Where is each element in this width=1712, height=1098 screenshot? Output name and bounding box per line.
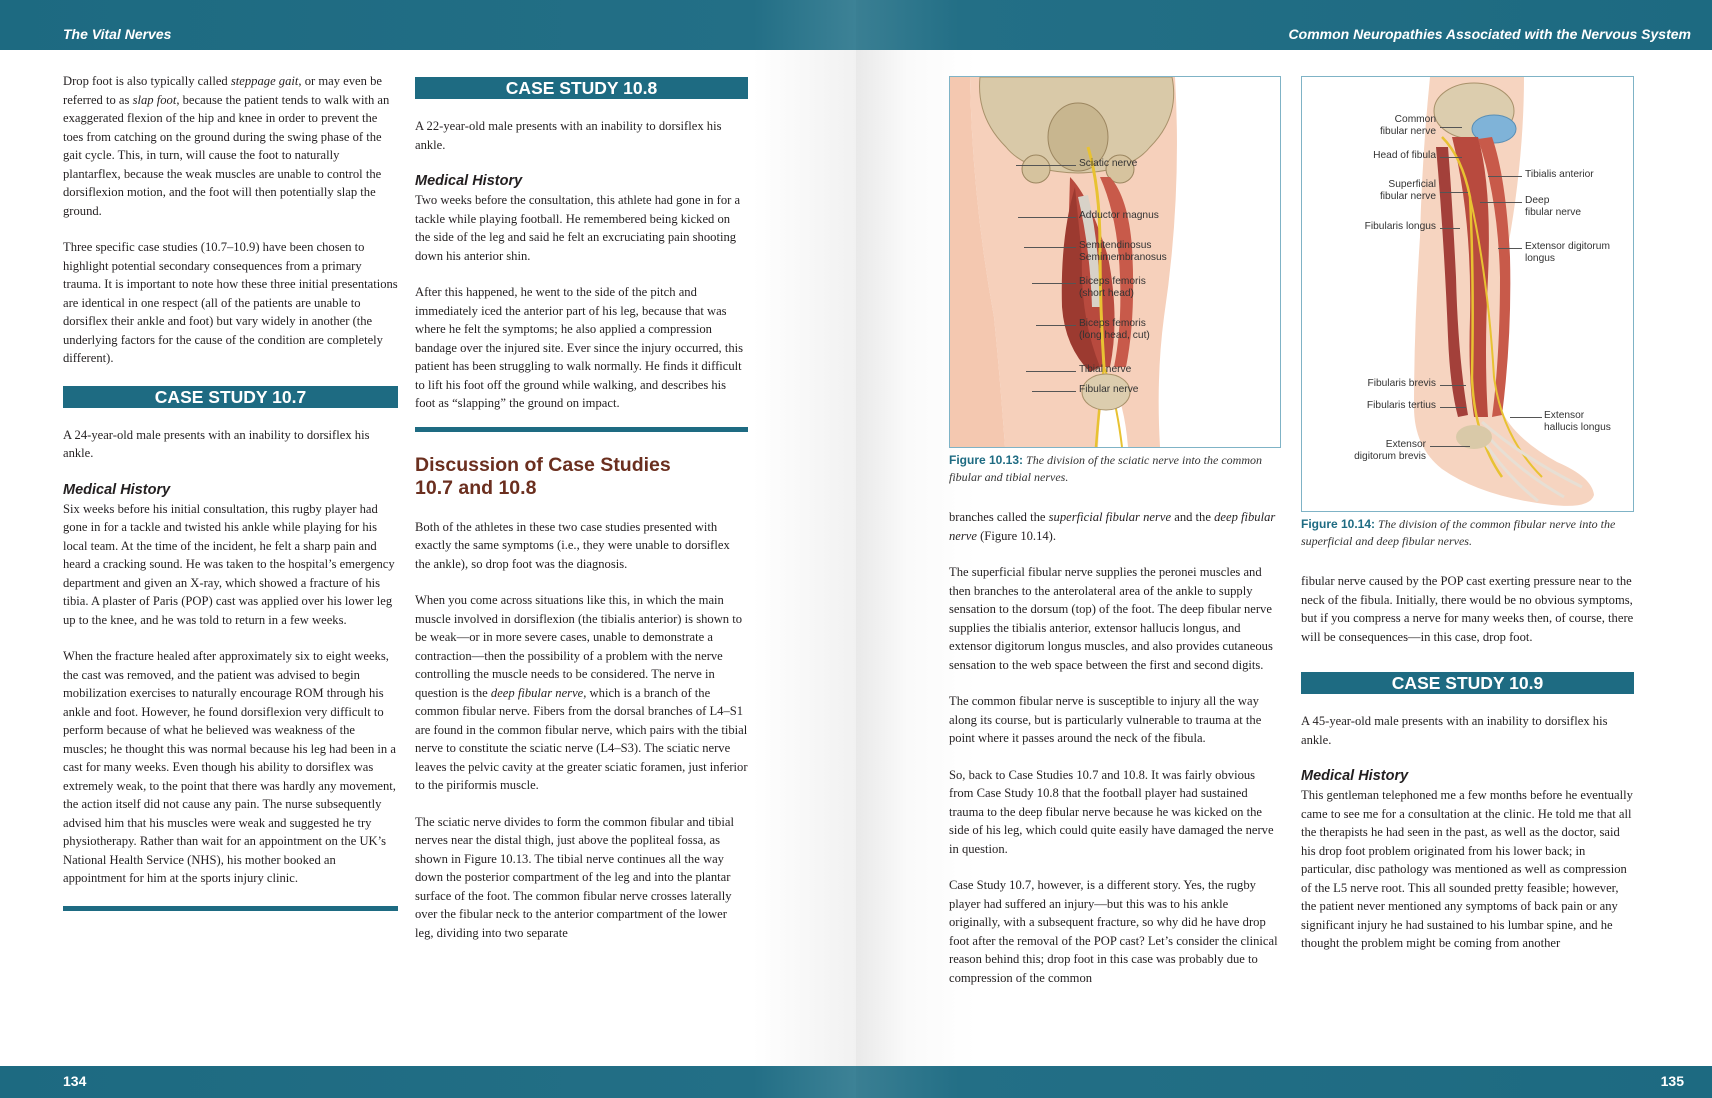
pop-cast-compression-paragraph: fibular nerve caused by the POP cast exerting pressure near to the neck of the fibula. Initially, there would be no obvious symptoms, but if you compress a nerve for many weeks then, of course, there will be consequences—in this case, drop foot. — [1301, 574, 1634, 644]
label-tibialis-anterior: Tibialis anterior — [1525, 169, 1594, 180]
label-superficial-fibular-nerve: Superficial fibular nerve — [1379, 179, 1436, 202]
leader-ext-dig-longus — [1498, 248, 1522, 249]
case-study-10-9-banner: CASE STUDY 10.9 — [1301, 672, 1634, 694]
leader-fibularis-tertius — [1440, 407, 1466, 408]
figure-10-13-caption: Figure 10.13: The division of the sciatic nerve into the common fibular and tibial nerves. — [949, 453, 1262, 484]
figure-10-14-caption: Figure 10.14: The division of the common fibular nerve into the superficial and deep fibular nerves. — [1301, 517, 1616, 548]
left-footer-band — [0, 1066, 856, 1098]
leader-deep-fibular — [1480, 202, 1522, 203]
fibular-branches-paragraph: branches called the superficial fibular nerve and the deep fibular nerve (Figure 10.14). — [949, 510, 1276, 543]
discussion-p1: Both of the athletes in these two case studies presented with exactly the same symptoms (i.e., they were unable to dorsiflex the ankle), so drop foot was the diagnosis. — [415, 519, 730, 571]
leader-semiten — [1024, 247, 1076, 248]
leader-head-fibula — [1440, 157, 1462, 158]
right-column-2 — [1301, 572, 1634, 953]
leader-fibularis-brevis — [1440, 385, 1466, 386]
leader-biceps-long — [1036, 325, 1076, 326]
leader-sciatic — [1016, 165, 1076, 166]
leader-biceps-short — [1032, 283, 1076, 284]
case-10-7-intro: A 24-year-old male presents with an inability to dorsiflex his ankle. — [63, 427, 370, 460]
case-10-8-intro: A 22-year-old male presents with an inability to dorsiflex his ankle. — [415, 119, 722, 152]
back-to-cases-paragraph: So, back to Case Studies 10.7 and 10.8. It was fairly obvious from Case Study 10.8 that the football player had sustained trauma to the deep fibular nerve because he was kicked on the side of his leg, which could quite easily have damaged the nerve in question. — [949, 767, 1274, 856]
label-adductor-magnus: Adductor magnus — [1079, 210, 1159, 221]
left-column-2 — [415, 77, 748, 942]
right-page-number: 135 — [1660, 1073, 1684, 1089]
label-fibularis-brevis: Fibularis brevis — [1367, 378, 1436, 389]
case-10-8-medical-history-heading: Medical History — [415, 173, 523, 189]
case-10-8-end-rule — [415, 427, 748, 432]
case-study-10-7-banner: CASE STUDY 10.7 — [63, 386, 398, 408]
case-10-7-different-paragraph: Case Study 10.7, however, is a different story. Yes, the rugby player had suffered an injury—but this was to his ankle originally, with a subsequent fracture, so why did he have drop foot after the removal of the POP cast? Let’s consider the clinical reason behind this; drop foot in this case was probably due to compression of the common — [949, 878, 1278, 985]
case-10-7-history-p2: When the fracture healed after approximately six to eight weeks, the cast was removed, and the patient was advised to begin mobilization exercises to naturally encourage ROM through his ankle and foot. However, he found dorsiflexion very difficult to perform because of what he believed was weakness of the muscles; he thought this was normal because his leg had been in a cast for many weeks. Even though his ability to dorsiflex was extremely weak, to the point that there was hardly any movement, the action itself did not cause any pain. The nurse subsequently advised him that his muscles were weak and suggested he try physiotherapy. Rather than wait for an appointment on the UK’s National Health Service (NHS), his mother booked an appointment for him at the sports injury clinic. — [63, 649, 396, 885]
label-biceps-short: Biceps femoris (short head) — [1079, 276, 1146, 299]
left-header-band — [0, 0, 856, 50]
label-sciatic-nerve: Sciatic nerve — [1079, 158, 1138, 169]
left-running-head: The Vital Nerves — [63, 26, 172, 42]
leader-ext-dig-brevis — [1430, 446, 1470, 447]
right-page — [856, 0, 1712, 1098]
case-10-8-history-p2: After this happened, he went to the side of the pitch and immediately iced the anterior part of his leg, because that was where he felt the symptoms; he also applied a compression bandage over the injured site. Ever since the injury occurred, this patient has been struggling to walk normally. He finds it difficult to lift his foot off the ground while walking, and describes his foot as “slapping” the ground on impact. — [415, 285, 744, 410]
label-deep-fibular-nerve: Deep fibular nerve — [1525, 195, 1582, 218]
right-header-band — [856, 0, 1712, 50]
label-tibial-nerve: Tibial nerve — [1079, 364, 1132, 375]
label-biceps-long: Biceps femoris (long head, cut) — [1079, 318, 1150, 341]
drop-foot-paragraph: Drop foot is also typically called steppage gait, or may even be referred to as slap foot, because the patient tends to walk with an exaggerated flexion of the hip and knee in order to prevent the toes from catching on the ground during the swing phase of the gait cycle. This, in turn, will cause the foot to naturally plantarflex, because the weak muscles are unable to control the dorsiflexion motion, and the foot will then potentially slap the ground. — [63, 74, 390, 218]
right-footer-band — [856, 1066, 1712, 1098]
leader-adductor — [1018, 217, 1076, 218]
label-fibularis-tertius: Fibularis tertius — [1366, 400, 1436, 411]
case-10-8-history-p1: Two weeks before the consultation, this athlete had gone in for a tackle while playing football. He remembered being kicked on the side of the leg and said he felt an excruciating pain shooting down his anterior shin. — [415, 193, 741, 263]
superficial-fibular-paragraph: The superficial fibular nerve supplies the peronei muscles and then branches to the anterolateral area of the ankle to supply sensation to the dorsum (top) of the foot. The deep fibular nerve supplies the tibialis anterior, extensor hallucis longus, and extensor digitorum longus muscles, and also provides cutaneous sensation to the web space between the first and second digits. — [949, 565, 1273, 672]
case-study-10-8-banner: CASE STUDY 10.8 — [415, 77, 748, 99]
label-head-of-fibula: Head of fibula — [1373, 150, 1436, 161]
label-semitendinosus: Semitendinosus Semimembranosus — [1079, 240, 1167, 263]
leader-tibial — [1026, 371, 1076, 372]
discussion-heading: Discussion of Case Studies 10.7 and 10.8 — [415, 453, 671, 499]
leader-fibularis-longus — [1440, 228, 1460, 229]
leader-tibialis-anterior — [1488, 176, 1522, 177]
case-10-9-intro: A 45-year-old male presents with an inability to dorsiflex his ankle. — [1301, 714, 1608, 747]
left-column-1 — [63, 72, 398, 911]
left-page-number: 134 — [63, 1073, 87, 1089]
case-10-7-medical-history-heading: Medical History — [63, 481, 171, 498]
case-10-7-history-p1: Six weeks before his initial consultation, this rugby player had gone in for a tackle and twisted his ankle while playing for his local team. At the time of the incident, he felt a sharp pain and heard a cracking sound. He was taken to the hospital’s emergency department and given an X-ray, which showed a fracture of his tibia. A plaster of Paris (POP) cast was applied over his lower leg up to the knee, and he was told to return in a few weeks. — [63, 501, 395, 627]
label-extensor-hallucis-longus: Extensor hallucis longus — [1544, 410, 1611, 433]
right-column-1 — [949, 508, 1281, 987]
discussion-p2: When you come across situations like this, in which the main muscle involved in dorsiflexion (the tibialis anterior) is shown to be weak—or in more severe cases, unable to demonstrate a contraction—then the possibility of a problem with the nerve controlling the muscle needs to be considered. The nerve in question is the deep fibular nerve, which is a branch of the common fibular nerve. Fibers from the dorsal branches of L4–S1 are found in the common fibular nerve, which pairs with the tibial nerve to constitute the sciatic nerve (L4–S3). The sciatic nerve leaves the pelvic cavity at the greater sciatic foramen, just inferior to the piriformis muscle. — [415, 593, 748, 792]
label-fibular-nerve: Fibular nerve — [1079, 384, 1139, 395]
right-running-head: Common Neuropathies Associated with the Nervous System — [1288, 26, 1691, 42]
label-extensor-digitorum-longus: Extensor digitorum longus — [1525, 241, 1610, 264]
common-fibular-susceptible-paragraph: The common fibular nerve is susceptible to injury all the way along its course, but is particularly vulnerable to trauma at the point where it passes around the neck of the fibula. — [949, 694, 1262, 745]
discussion-p3: The sciatic nerve divides to form the common fibular and tibial nerves near the distal thigh, just above the popliteal fossa, as shown in Figure 10.13. The tibial nerve continues all the way down the posterior compartment of the leg and into the plantar surface of the foot. The common fibular nerve crosses laterally over the fibular neck to the anterior compartment of the lower leg, dividing into two separate — [415, 814, 734, 940]
label-common-fibular-nerve: Common fibular nerve — [1379, 114, 1436, 137]
case-10-7-end-rule — [63, 906, 398, 911]
leader-superficial — [1440, 192, 1468, 193]
leader-ext-hallucis — [1510, 417, 1542, 418]
leader-fibular — [1032, 391, 1076, 392]
label-fibularis-longus: Fibularis longus — [1364, 221, 1436, 232]
case-10-9-history-p1: This gentleman telephoned me a few months before he eventually came to see me for a consultation at the clinic. He told me that all the therapists he had seen in the past, as well as the doctor, said his drop foot problem originated from his lower back; in particular, disc pathology was mentioned as well as compression of the L5 nerve root. This all sounded pretty feasible; however, the patient never mentioned any symptoms of back pain or any significant injury he had sustained to his lumbar spine, and he thought the problem might be coming from another — [1301, 788, 1633, 950]
case-10-9-medical-history-heading: Medical History — [1301, 768, 1409, 784]
leader-common-fibular — [1440, 127, 1462, 128]
case-overview-paragraph: Three specific case studies (10.7–10.9) have been chosen to highlight potential secondary consequences from a primary trauma. It is important to note how these three initial presentations are identical in one respect (all of the patients are unable to dorsiflex their ankle and foot) but vary widely in another (the underlying factors for the cause of the condition are completely different). — [63, 240, 398, 365]
label-extensor-digitorum-brevis: Extensor digitorum brevis — [1354, 439, 1426, 462]
